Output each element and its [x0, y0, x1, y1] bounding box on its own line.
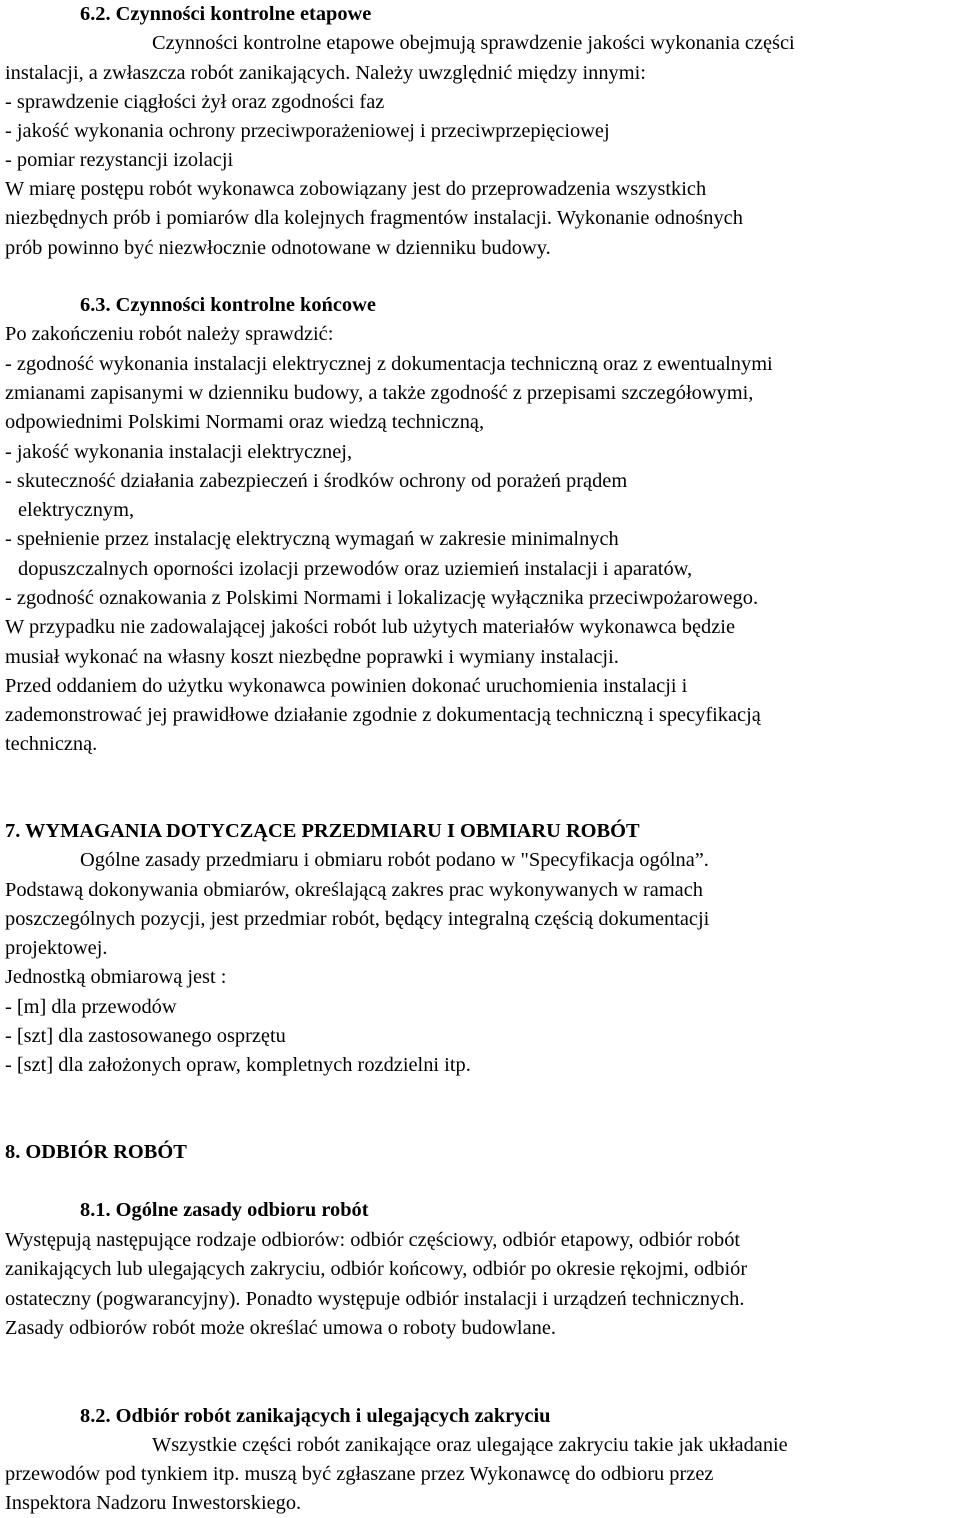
section-7-paragraph-line: poszczególnych pozycji, jest przedmiar robót, będący integralną częścią dokumentacji — [5, 908, 710, 930]
section-8-2-paragraph-line: Inspektora Nadzoru Inwestorskiego. — [5, 1492, 302, 1514]
section-6-3-heading: 6.3. Czynności kontrolne końcowe — [80, 294, 376, 316]
section-8-2-heading: 8.2. Odbiór robót zanikających i ulegających zakryciu — [80, 1405, 551, 1427]
section-6-3-list-item: - zgodność oznakowania z Polskimi Normami i lokalizację wyłącznika przeciwpożarowego. — [5, 587, 759, 609]
section-8-1-paragraph-line: ostateczny (pogwarancyjny). Ponadto występuje odbiór instalacji i urządzeń technicznych. — [5, 1288, 745, 1310]
section-8-heading: 8. ODBIÓR ROBÓT — [5, 1141, 187, 1163]
section-8-1-paragraph-line: zanikających lub ulegających zakryciu, odbiór końcowy, odbiór po okresie rękojmi, odbiór — [5, 1258, 748, 1280]
section-8-2-paragraph-line: przewodów pod tynkiem itp. muszą być zgłaszane przez Wykonawcę do odbioru przez — [5, 1463, 714, 1485]
section-6-3-paragraph-line: Przed oddaniem do użytku wykonawca powinien dokonać uruchomienia instalacji i — [5, 675, 688, 697]
section-6-3-list-item: odpowiednimi Polskimi Normami oraz wiedzą techniczną, — [5, 411, 485, 433]
section-6-3-paragraph-line: techniczną. — [5, 733, 98, 755]
section-6-2-list-item: - sprawdzenie ciągłości żył oraz zgodności faz — [5, 91, 385, 113]
section-6-3-list-item: - spełnienie przez instalację elektryczną wymagań w zakresie minimalnych — [5, 528, 619, 550]
section-6-2-paragraph-line: prób powinno być niezwłocznie odnotowane w dzienniku budowy. — [5, 237, 551, 259]
section-6-3-paragraph-line: Po zakończeniu robót należy sprawdzić: — [5, 323, 334, 345]
section-6-3-list-item: zmianami zapisanymi w dzienniku budowy, a także zgodność z przepisami szczegółowymi, — [5, 382, 754, 404]
section-6-3-list-item: elektrycznym, — [18, 499, 135, 521]
section-8-2-paragraph-line: Wszystkie części robót zanikające oraz ulegające zakryciu takie jak układanie — [152, 1434, 788, 1456]
section-8-1-heading: 8.1. Ogólne zasady odbioru robót — [80, 1199, 369, 1221]
section-7-list-item: - [szt] dla zastosowanego osprzętu — [5, 1025, 286, 1047]
section-6-3-list-item: dopuszczalnych oporności izolacji przewodów oraz uziemień instalacji i aparatów, — [18, 558, 693, 580]
section-6-2-paragraph-line: Czynności kontrolne etapowe obejmują sprawdzenie jakości wykonania części — [152, 32, 795, 54]
section-7-paragraph-line: Podstawą dokonywania obmiarów, określającą zakres prac wykonywanych w ramach — [5, 879, 703, 901]
section-6-2-list-item: - jakość wykonania ochrony przeciwporażeniowej i przeciwprzepięciowej — [5, 120, 610, 142]
section-7-paragraph-line: Ogólne zasady przedmiaru i obmiaru robót podano w "Specyfikacja ogólna”. — [80, 849, 709, 871]
section-6-3-paragraph-line: musiał wykonać na własny koszt niezbędne poprawki i wymiany instalacji. — [5, 646, 619, 668]
section-6-2-paragraph-line: W miarę postępu robót wykonawca zobowiązany jest do przeprowadzenia wszystkich — [5, 178, 707, 200]
section-6-2-paragraph-line: instalacji, a zwłaszcza robót zanikających. Należy uwzględnić między innymi: — [5, 62, 646, 84]
section-8-1-paragraph-line: Występują następujące rodzaje odbiorów: odbiór częściowy, odbiór etapowy, odbiór robót — [5, 1229, 741, 1251]
section-6-3-paragraph-line: zademonstrować jej prawidłowe działanie zgodnie z dokumentacją techniczną i specyfikacją — [5, 704, 761, 726]
section-6-2-paragraph-line: niezbędnych prób i pomiarów dla kolejnych fragmentów instalacji. Wykonanie odnośnych — [5, 207, 743, 229]
section-6-2-heading: 6.2. Czynności kontrolne etapowe — [80, 3, 372, 25]
section-7-paragraph-line: Jednostką obmiarową jest : — [5, 966, 227, 988]
section-8-1-paragraph-line: Zasady odbiorów robót może określać umowa o roboty budowlane. — [5, 1317, 556, 1339]
section-6-3-list-item: - jakość wykonania instalacji elektrycznej, — [5, 441, 353, 463]
section-7-list-item: - [szt] dla założonych opraw, kompletnych rozdzielni itp. — [5, 1054, 471, 1076]
section-7-heading: 7. WYMAGANIA DOTYCZĄCE PRZEDMIARU I OBMIARU ROBÓT — [5, 820, 640, 842]
section-7-list-item: - [m] dla przewodów — [5, 996, 177, 1018]
section-6-3-list-item: - zgodność wykonania instalacji elektrycznej z dokumentacja techniczną oraz z ewentualnymi — [5, 353, 773, 375]
section-6-3-paragraph-line: W przypadku nie zadowalającej jakości robót lub użytych materiałów wykonawca będzie — [5, 616, 736, 638]
section-6-3-list-item: - skuteczność działania zabezpieczeń i środków ochrony od porażeń prądem — [5, 470, 628, 492]
section-6-2-list-item: - pomiar rezystancji izolacji — [5, 149, 234, 171]
section-7-paragraph-line: projektowej. — [5, 937, 108, 959]
